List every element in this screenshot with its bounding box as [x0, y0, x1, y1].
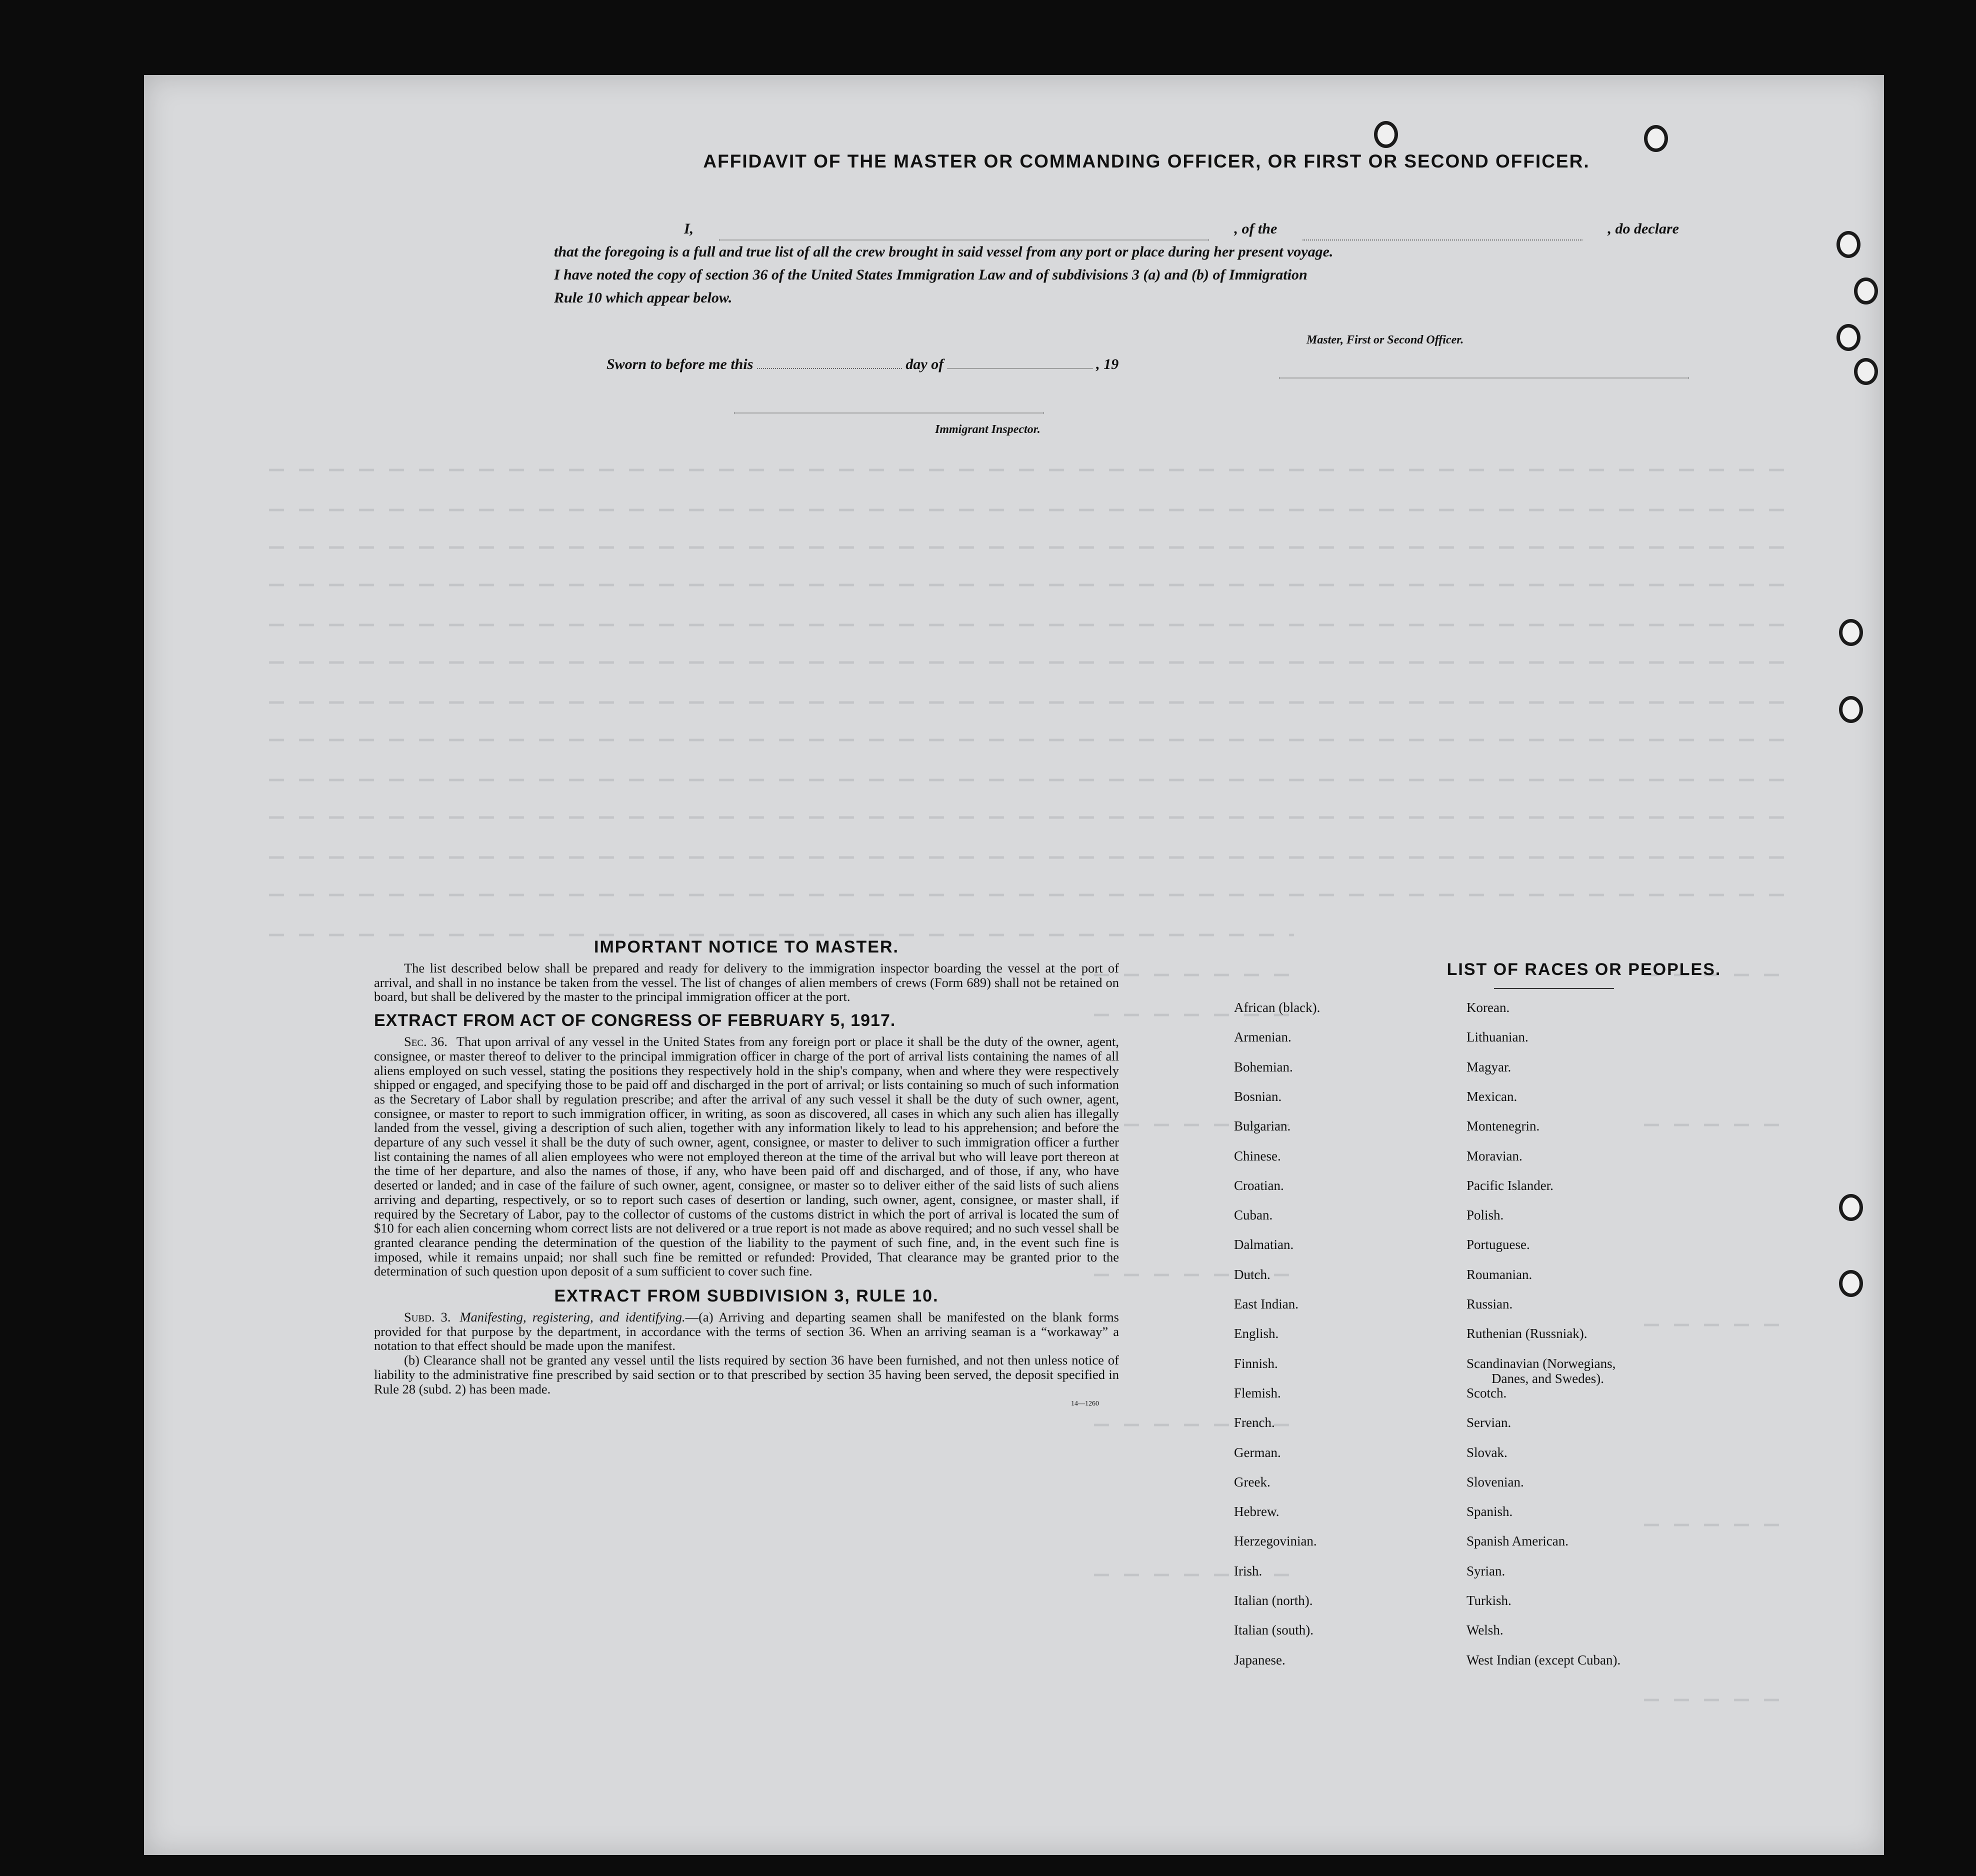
race-item: Irish. [1234, 1563, 1262, 1578]
race-item: Flemish. [1234, 1385, 1281, 1400]
race-item: Polish. [1466, 1208, 1504, 1223]
race-item: Turkish. [1466, 1593, 1512, 1608]
inspector-label: Immigrant Inspector. [935, 423, 1040, 436]
legal-text-column [374, 938, 1119, 1408]
race-item: Japanese. [1234, 1652, 1286, 1668]
affidavit-title: AFFIDAVIT OF THE MASTER OR COMMANDING OFFICER, OR FIRST OR SECOND OFFICER. [703, 151, 1590, 172]
race-item: Russian. [1466, 1296, 1513, 1312]
race-item: Chinese. [1234, 1148, 1281, 1164]
notice-text: The list described below shall be prepared and ready for delivery to the immigration inspector boarding the vessel at the port of arrival, and shall in no instance be taken from the vessel. The list of changes of alien members of crews (Form 689) shall not be retained on board, but shall be delivered by the master to the principal immigration officer at the port. [374, 960, 1119, 1004]
rule-subd-a [374, 1310, 1119, 1353]
race-item: Hebrew. [1234, 1504, 1280, 1520]
race-item: Slovenian. [1466, 1474, 1524, 1490]
act-section [374, 1034, 1119, 1278]
race-item: Spanish American. [1466, 1534, 1568, 1549]
master-signature-label: Master, First or Second Officer. [1306, 334, 1464, 346]
rule-subd-label: Subd. 3. [404, 1310, 451, 1325]
races-title: LIST OF RACES OR PEOPLES. [1446, 960, 1722, 979]
race-item: Spanish. [1466, 1504, 1513, 1520]
race-item: Pacific Islander. [1466, 1178, 1554, 1193]
affidavit-body [554, 218, 1679, 310]
race-item: Magyar. [1466, 1059, 1512, 1074]
race-item: Danes, and Swedes). [1492, 1370, 1604, 1386]
race-item: Bohemian. [1234, 1059, 1293, 1074]
act-text: That upon arrival of any vessel in the United States from any foreign port or place it shall be the duty of the owner, agent, consignee, or master thereof to deliver to the principal immigration officer in charge of the port of arrival lists containing the names of all aliens employed on such vessel, stating the positions they respectively hold in the ship's company, when and where they were respectively shipped or engaged, and specifying those to be paid off and discharged in the port of arrival; or lists containing so much of such information as the Secretary of Labor shall by regulation prescribe; and after the arrival of any such vessel it shall be the duty of such owner, agent, consignee, or master to report to such immigration officer, in writing, as soon as discovered, all cases in which any such alien has illegally landed from the vessel, giving a description of such alien, together with any information likely to lead to his apprehension; and before the departure of any such vessel it shall be the duty of such owner, agent, consignee, or master to deliver to such immigration officer a further list containing the names of all alien employees who were not employed thereon at the time of the arrival but who will leave port thereon at the time of her departure, and also the names of those, if any, who have been paid off and discharged, and of those, if any, who have deserted or landed; and in case of the failure of such owner, agent, consignee, or master so to deliver either of the said lists of such aliens arriving and departing, respectively, or so to report such cases of desertion or landing, such owner, agent, consignee, or master shall, if required by the Secretary of Labor, pay to the collector of customs of the customs district in which the port of arrival is located the sum of $10 for each alien concerning whom correct lists are not delivered or a true report is not made as above required; and no such vessel shall be granted clearance pending the determination of the question of the liability to the payment of such fine, and, in the event such fine is imposed, while it remains unpaid; nor shall such fine be remitted or refunded: Provided, That clearance may be granted prior to the determination of such question upon deposit of a sum sufficient to cover such fine. [374, 1034, 1119, 1279]
sworn-label: Sworn to before me this [606, 356, 754, 372]
affidavit-line-2: that the foregoing is a full and true list of all the crew brought in said vessel from any port or place during her present voyage. [554, 244, 1334, 260]
race-item: Ruthenian (Russniak). [1466, 1326, 1588, 1342]
race-item: Italian (north). [1234, 1593, 1313, 1608]
affidavit-of-the: , of the [1234, 220, 1278, 237]
rule-title: EXTRACT FROM SUBDIVISION 3, RULE 10. [554, 1286, 939, 1306]
rule-subd-heading: Manifesting, registering, and identifying. [460, 1310, 686, 1325]
race-item: Greek. [1234, 1474, 1270, 1490]
race-item: French. [1234, 1415, 1275, 1430]
race-item: Moravian. [1466, 1148, 1522, 1164]
race-item: Armenian. [1234, 1030, 1292, 1045]
race-item: Montenegrin. [1466, 1118, 1540, 1134]
races-divider [1494, 988, 1614, 989]
act-section-label: Sec. 36. [404, 1034, 448, 1050]
sworn-month-field[interactable] [948, 368, 1092, 369]
race-item: Welsh. [1466, 1622, 1504, 1638]
act-title: EXTRACT FROM ACT OF CONGRESS OF FEBRUARY 5, 1917. [374, 1011, 896, 1030]
form-number: 14—1260 [1071, 1400, 1099, 1408]
race-item: Finnish. [1234, 1356, 1278, 1371]
race-item: Bosnian. [1234, 1088, 1282, 1104]
affidavit-do-declare: , do declare [1608, 220, 1679, 237]
race-item: Dutch. [1234, 1266, 1270, 1282]
race-item: Mexican. [1466, 1088, 1518, 1104]
race-item: African (black). [1234, 1000, 1320, 1015]
race-item: Slovak. [1466, 1444, 1508, 1460]
sworn-day-field[interactable] [757, 368, 902, 369]
affidavit-line-3: I have noted the copy of section 36 of the United States Immigration Law and of subdivisions 3 (a) and (b) of Immigration [554, 266, 1308, 283]
race-item: German. [1234, 1444, 1281, 1460]
race-item: Servian. [1466, 1415, 1512, 1430]
notice-title: IMPORTANT NOTICE TO MASTER. [594, 938, 899, 956]
inspector-signature-field[interactable] [734, 412, 1044, 414]
race-item: Korean. [1466, 1000, 1510, 1015]
race-item: East Indian. [1234, 1296, 1298, 1312]
rule-text-a: —(a) Arriving and departing seamen shall be manifested on the blank forms provided for that purpose by the department, in accordance with the terms of section 36. When an arriving seaman is a “workaway” a notation to that effect should be made upon the manifest. [374, 1310, 1119, 1354]
affidavit-line-1 [554, 218, 1679, 240]
race-item: English. [1234, 1326, 1279, 1342]
affidavit-line-4: Rule 10 which appear below. [554, 290, 732, 306]
race-item: Roumanian. [1466, 1266, 1532, 1282]
officer-name-field[interactable] [719, 218, 1209, 240]
race-item: Syrian. [1466, 1563, 1506, 1578]
races-left-column [1234, 1000, 1484, 1668]
race-item: Dalmatian. [1234, 1237, 1294, 1252]
races-right-column [1462, 1000, 1812, 1668]
form-sheet [144, 75, 1884, 1855]
race-item: Bulgarian. [1234, 1118, 1291, 1134]
race-item: Scotch. [1466, 1385, 1507, 1400]
rule-text-b: (b) Clearance shall not be granted any vessel until the lists required by section 36 have been furnished, and not then unless notice of liability to the administrative fine prescribed by said section or to that prescribed by section 35 having been served, the deposit specified in Rule 28 (subd. 2) has been made. [374, 1352, 1119, 1396]
race-item: Italian (south). [1234, 1622, 1314, 1638]
year-prefix: , 19 [1096, 356, 1119, 372]
race-item: Cuban. [1234, 1208, 1273, 1223]
sworn-line [606, 356, 1118, 373]
vessel-name-field[interactable] [1302, 218, 1582, 240]
race-item: Portuguese. [1466, 1237, 1530, 1252]
race-item: Scandinavian (Norwegians, [1466, 1356, 1616, 1371]
race-item: Herzegovinian. [1234, 1534, 1317, 1549]
day-of-label: day of [906, 356, 944, 372]
affidavit-i-label: I, [684, 220, 694, 237]
race-item: Croatian. [1234, 1178, 1284, 1193]
race-item: West Indian (except Cuban). [1466, 1652, 1621, 1668]
race-item: Lithuanian. [1466, 1030, 1528, 1045]
